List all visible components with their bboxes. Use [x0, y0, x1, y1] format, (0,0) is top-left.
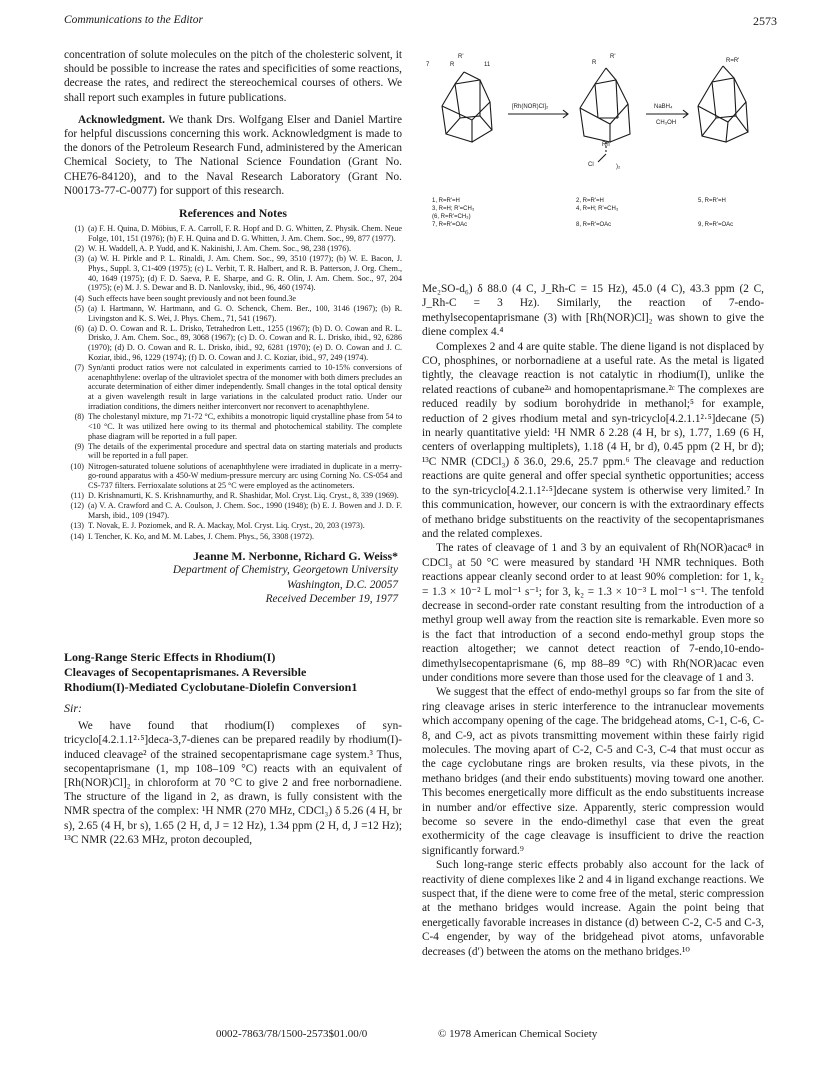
reference-number: (11) — [70, 491, 84, 501]
reference-text: (a) W. H. Pirkle and P. L. Rinaldi, J. Am. Chem. Soc., 99, 3510 (1977); (b) W. E. Bacon, J. Phys., Suppl. 3, C1-409 (1975); (c) L. Verbit, T. R. Halbert, and R. B. Patterson, J. Org. Chem., 40, 1649 (1975); (d) F. D. Saeva, P. E. Sharpe, and G. R. Olin, J. Am. Chem. Soc., 97, 204 (1975); (e) M. J. S. Dewar and B. D. Nanlovsky, ibid., 96, 460 (1974). — [88, 254, 402, 293]
reference-text: Nitrogen-saturated toluene solutions of acenaphthylene were irradiated in duplicate in a merry-go-round apparatus with a 450-W medium-pressure mercury arc using Corning No. CS-054 and CS-737 filters. Ferrioxalate solutions at 25 °C were employed as the actinometers. — [88, 461, 402, 491]
reference-text: (a) F. H. Quina, D. Möbius, F. A. Carroll, F. R. Hopf and D. G. Whitten, Z. Physik. Chem. Neue Folge, 101, 151 (1976); (b) F. H. Quina and D. G. Whitten, J. Am. Chem. Soc., 99, 877 (1977). — [88, 224, 402, 243]
reference-number: (9) — [74, 441, 84, 451]
footer-issn-price: 0002-7863/78/1500-2573$01.00/0 — [216, 1028, 368, 1040]
label-r-prime-mid: R' — [610, 54, 616, 60]
right-column — [422, 282, 764, 959]
reference-number: (10) — [70, 461, 84, 471]
reference-text: (a) I. Hartmann, W. Hartmann, and G. O. Schenck, Chem. Ber., 100, 3146 (1967); (b) R. Livingston and K. S. Wei, J. Phys. Chem., 71, 541 (1967). — [88, 303, 402, 323]
label-r-prime-left: R' — [458, 54, 464, 60]
affiliation-line-1: Department of Chemistry, Georgetown University — [172, 564, 398, 577]
secopentaprismane-structure — [442, 72, 492, 142]
reference-text: The cholestanyl mixture, mp 71-72 °C, exhibits a monotropic liquid crystalline phase from 54 to <10 °C. It was utilized here owing to its thermal and photochemical stability. The complete phase diagram will be reported in a full paper. — [88, 412, 402, 441]
label-7: 7 — [426, 62, 430, 68]
compound-2-label: 2, R=R'=H — [576, 198, 604, 204]
reference-text: T. Novak, E. J. Poziomek, and R. A. Mackay, Mol. Cryst. Liq. Cryst., 20, 203 (1973). — [88, 521, 365, 531]
label-cl: Cl — [588, 162, 594, 168]
tricyclodecane-structure — [698, 66, 748, 142]
reference-number: (6) — [74, 323, 84, 333]
acknowledgment-label: Acknowledgment. — [78, 113, 165, 126]
right-paragraph-3: The rates of cleavage of 1 and 3 by an equivalent of Rh(NOR)acac⁸ in CDCl₃ at 50 °C were measured by standard ¹H NMR techniques. Both reactions appear cleanly second order to at least 90% completion: for 1, k₂ = 1.3 × 10⁻² L mol⁻¹ s⁻¹; for 3, k₂ = 1.3 × 10⁻³ L mol⁻¹ s⁻¹. The tenfold decrease in second-order rate constant resulting from the introduction of a methyl group well away from the reaction site is remarkable. Even more so is the fact that introduction of a second endo-methyl group stops the reaction altogether; we cannot detect reaction of 7-endo,10-endo-dimethylsecopentaprismane (6, mp 88–89 °C) with Rh(NOR)acac even under conditions more severe than those used for the cleavage of 1 and 3. — [422, 542, 764, 684]
reference-number: (14) — [70, 531, 84, 541]
reference-item — [64, 363, 402, 412]
reaction-scheme — [420, 44, 766, 274]
references-heading: References and Notes — [179, 206, 287, 221]
right-paragraph-5: Such long-range steric effects probably also account for the lack of reactivity of diene complexes like 2 and 4 in ligand exchange reactions. We suspect that, if the diene were to come free of the metal, steric compression at the methano bridges would increase. Again the point being that energetically favorable increases in distance (d) between C-2, C-5 and C-3, C-4 engender, by way of the bridgehead pivot atoms, unfavorable decreases (d′) between the atoms on the methano bridges.¹⁰ — [422, 859, 764, 958]
right-paragraph-2: Complexes 2 and 4 are quite stable. The diene ligand is not displaced by CO, phosphines, or norbornadiene at a useful rate. As the metal is ligated tightly, the cleavage reaction is not catalytic in rhodium(I), unlike the related reactions of cubane²ᵃ and homopentaprismane.²ᶜ The complexes are reduced readily by sodium borohydride in methanol;⁵ for example, reduction of 2 gives rhodium metal and syn-tricyclo[4.2.1.1²·⁵]decane (5) in nearly quantitative yield: ¹H NMR δ 2.28 (4 H, br s), 1.77, 1.69 (6 H, centers of overlapping multiplets), 1.18 (4 H, br d), 0.45 ppm (2 H, br d); ¹³C NMR (CDCl₃) δ 36.0, 29.6, 25.7 ppm.⁶ The cleavage and reduction reactions are quite general and offer special synthetic opportunities; access to the syn-tricyclo[4.2.1.1²·⁵]decane system is otherwise very limited.⁷ In this communication, however, our concern is with the extraordinary effects of methano bridge substituents on the reactivity of the secopentaprismanes and the related complexes. — [422, 340, 764, 540]
article-title-line-3: Rhodium(I)-Mediated Cyclobutane-Diolefin Conversion1 — [64, 680, 358, 695]
page-number: 2573 — [753, 14, 777, 28]
author-names: Jeanne M. Nerbonne, Richard G. Weiss* — [193, 549, 398, 564]
acknowledgment-text: We thank Drs. Wolfgang Elser and Daniel Martire for helpful discussions concerning this work. Acknowledgment is made to the donors of the Petroleum Research Fund, administered by the American Chemical Society, to The National Science Foundation (Grant No. CHE76-84120), and to the Naval Research Laboratory (Grant No. N00173-77-C-0077) for support of this research. — [64, 113, 402, 197]
reference-item — [64, 254, 402, 293]
reference-number: (2) — [74, 244, 84, 254]
reference-number: (13) — [70, 521, 84, 531]
reference-text: Syn/anti product ratios were not calculated in experiments carried to 10-15% conversions of acenaphthylene: overlap of the ultraviolet spectra of the monomer with both dimers precludes an accurate determination of either dimer independently. Small changes in the total optical density at a given wavelength result in large variations in the calculated product ratio. Under our irradiation conditions, the dimers neither interconvert nor reconvert to acenaphthylene. — [88, 363, 402, 411]
reference-text: I. Tencher, K. Ko, and M. M. Labes, J. Chem. Phys., 56, 3308 (1972). — [88, 531, 315, 541]
reference-item — [64, 491, 402, 501]
reference-item — [64, 244, 402, 254]
label-r-r-prime-right: R=R' — [726, 58, 740, 64]
compound-3-label: 3, R=H; R'=CH₃ — [432, 206, 475, 212]
reference-item — [64, 501, 402, 520]
reference-text: Such effects have been sought previously and not been found.3e — [88, 293, 296, 303]
reagent-methanol: CH₃OH — [656, 120, 677, 126]
article-title — [64, 650, 402, 695]
reagent-nabh4: NaBH₄ — [654, 104, 673, 110]
footer-copyright: © 1978 American Chemical Society — [438, 1028, 598, 1040]
body-paragraph-1: We have found that rhodium(I) complexes of syn-tricyclo[4.2.1.1²·⁵]deca-3,7-dienes can be prepared readily by rhodium(I)-induced cleavage² of the strained secopentaprismane cage system.³ Thus, secopentaprismane (1, mp 108–109 °C) reacts with an equivalent of [Rh(NOR)Cl]₂ in chloroform at 70 °C to give 2 and free norbornadiene. The structure of the ligand in 2, as drawn, is fully consistent with the NMR spectra of the complex: ¹H NMR (270 MHz, CDCl₃) δ 5.26 (4 H, br s), 2.65 (4 H, br s), 1.65 (2 H, d, J = 12 Hz), 1.34 ppm (2 H, d, J =12 Hz); ¹³C NMR (22.63 MHz, proton decoupled, — [64, 720, 402, 846]
right-paragraph-1: Me₂SO-d₆) δ 88.0 (4 C, J_Rh-C = 15 Hz), 45.0 (4 C), 43.3 ppm (2 C, J_Rh-C = 3 Hz). Similarly, the reaction of 7-endo-methylsecopentaprismane (3) with [Rh(NOR)Cl]₂ was shown to give the diene complex 4.⁴ — [422, 283, 764, 339]
reference-item — [64, 412, 402, 441]
acknowledgment-paragraph — [64, 113, 402, 198]
reaction-scheme-svg — [420, 44, 766, 274]
compound-5-label: 5, R=R'=H — [698, 198, 726, 204]
label-rh: Rh — [602, 142, 610, 148]
references-list — [64, 224, 402, 541]
affiliation-line-2: Washington, D.C. 20057 — [287, 578, 398, 591]
compound-7-label: 7, R=R'=OAc — [432, 222, 468, 228]
reaction-arrow-1 — [508, 110, 568, 118]
reference-text: The details of the experimental procedure and spectral data on starting materials and products will be reported in a full paper. — [88, 441, 402, 461]
reference-item — [64, 442, 402, 461]
reaction-arrow-2 — [646, 110, 688, 118]
reference-number: (12) — [70, 501, 84, 511]
intro-paragraph: concentration of solute molecules on the pitch of the cholesteric solvent, it should be possible to increase the rates and specificities of some reactions, decrease the rates, and redirect the stereochemical courses of others. We shall report such examples in future publications. — [64, 49, 402, 104]
reference-item — [64, 224, 402, 243]
label-r-left: R — [450, 62, 455, 68]
compound-4-label: 4, R=H; R'=CH₃ — [576, 206, 619, 212]
reference-text: D. Krishnamurti, K. S. Krishnamurthy, and R. Shashidar, Mol. Cryst. Liq. Cryst., 8, 339 (1969). — [88, 491, 399, 501]
reagent-rh-nor-cl: [Rh(NOR)Cl]₂ — [512, 104, 549, 110]
reference-item — [64, 521, 402, 531]
reference-text: W. H. Waddell, A. P. Yudd, and K. Nakinishi, J. Am. Chem. Soc., 98, 238 (1976). — [88, 244, 351, 254]
reference-text: (a) V. A. Crawford and C. A. Coulson, J. Chem. Soc., 1990 (1948); (b) E. J. Bowen and J. D. F. Marsh, ibid., 109 (1947). — [88, 501, 402, 521]
label-11: 11 — [484, 62, 491, 68]
reference-item — [64, 532, 402, 542]
reference-item — [64, 324, 402, 363]
reference-number: (5) — [74, 303, 84, 313]
article-title-line-2: Cleavages of Secopentaprismanes. A Reversible — [64, 665, 307, 680]
running-head: Communications to the Editor — [64, 14, 203, 26]
right-paragraph-4: We suggest that the effect of endo-methyl groups so far from the site of ring cleavage arises in steric interference to the intranuclear movements which accompany opening of the cage. The bridgehead atoms, C-1, C-6, C-8, and C-9, act as pivots transmitting movement within these fairly rigid molecules. The moving apart of C-2, C-5 and C-3, C-4 that must occur as the cage cyclobutane rings are broken results, via these pivots, in the methano bridges (and their endo substituents) moving toward one another. This becomes energetically more difficult as the endo substituents increase in number and/or effective size. Apparently, steric compression would become so severe in the endo-dimethyl case that even the great exothermicity of the cage cleavage is insufficient to drive the reaction significantly forward.⁹ — [422, 686, 764, 857]
left-column — [64, 48, 402, 847]
compound-1-label: 1, R=R'=H — [432, 198, 460, 204]
compound-9-label: 9, R=R'=OAc — [698, 222, 734, 228]
compound-8-label: 8, R=R'=OAc — [576, 222, 612, 228]
compound-6-label: (6, R=R'=CH₃) — [432, 214, 471, 220]
author-block — [64, 549, 402, 606]
reference-item — [64, 294, 402, 304]
article-title-line-1: Long-Range Steric Effects in Rhodium(I) — [64, 650, 276, 665]
label-r-mid: R — [592, 60, 597, 66]
reference-number: (8) — [74, 412, 84, 422]
label-dimer-subscript: )₂ — [616, 164, 621, 170]
reference-number: (7) — [74, 363, 84, 373]
received-date: Received December 19, 1977 — [265, 592, 398, 605]
reference-number: (1) — [74, 224, 84, 234]
reference-item — [64, 462, 402, 491]
reference-number: (3) — [74, 254, 84, 264]
salutation: Sir: — [64, 701, 82, 716]
reference-number: (4) — [74, 293, 84, 303]
reference-text: (a) D. O. Cowan and R. L. Drisko, Tetrahedron Lett., 1255 (1967); (b) D. O. Cowan and R. L. Drisko, J. Am. Chem. Soc., 89, 3068 (1967); (c) D. O. Cowan and R. L. Drisko, ibid., 92, 6286 (1970); (d) D. O. Cowan and R. L. Drisko, ibid., 92, 6281 (1970); (e) D. O. Cowan and J. C. Koziar, ibid., 96, 1229 (1974); (f) D. O. Cowan and J. C. Koziar, ibid., 97, 249 (1974). — [88, 323, 402, 362]
reference-item — [64, 304, 402, 323]
